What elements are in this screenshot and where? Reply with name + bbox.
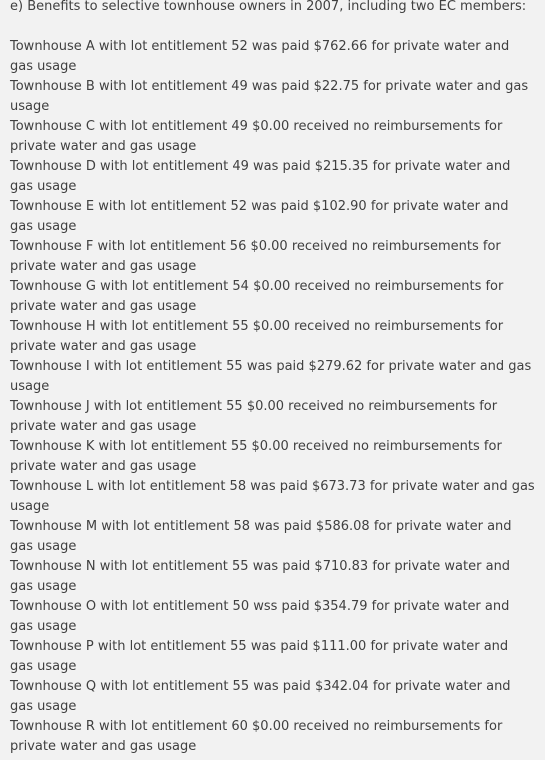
townhouse-entry-i: Townhouse I with lot entitlement 55 was paid $279.62 for private water and gas usage [10,359,532,394]
townhouse-entry-l: Townhouse L with lot entitlement 58 was paid $673.73 for private water and gas usage [10,479,535,514]
townhouse-entry-b: Townhouse B with lot entitlement 49 was paid $22.75 for private water and gas usage [10,79,529,114]
townhouse-entry-n: Townhouse N with lot entitlement 55 was paid $710.83 for private water and gas usage [10,559,511,594]
townhouse-entry-d: Townhouse D with lot entitlement 49 was paid $215.35 for private water and gas usage [10,159,511,194]
townhouse-entry-j: Townhouse J with lot entitlement 55 $0.00 received no reimbursements for private water and gas usage [10,399,498,434]
townhouse-entry-p: Townhouse P with lot entitlement 55 was paid $111.00 for private water and gas usage [10,639,509,674]
townhouse-entry-m: Townhouse M with lot entitlement 58 was paid $586.08 for private water and gas usage [10,519,512,554]
townhouse-entry-q: Townhouse Q with lot entitlement 55 was paid $342.04 for private water and gas usage [10,679,511,714]
section-heading: e) Benefits to selective townhouse owners in 2007, including two EC members: [10,0,527,14]
townhouse-entry-h: Townhouse H with lot entitlement 55 $0.00 received no reimbursements for private water and gas usage [10,319,504,354]
townhouse-list [10,37,535,757]
townhouse-entry-f: Townhouse F with lot entitlement 56 $0.00 received no reimbursements for private water and gas usage [10,239,501,274]
townhouse-entry-o: Townhouse O with lot entitlement 50 wss paid $354.79 for private water and gas usage [10,599,510,634]
townhouse-entry-g: Townhouse G with lot entitlement 54 $0.00 received no reimbursements for private water and gas usage [10,279,504,314]
townhouse-entry-k: Townhouse K with lot entitlement 55 $0.00 received no reimbursements for private water and gas usage [10,439,502,474]
townhouse-entry-a: Townhouse A with lot entitlement 52 was paid $762.66 for private water and gas usage [10,39,510,74]
townhouse-entry-r: Townhouse R with lot entitlement 60 $0.00 received no reimbursements for private water and gas usage [10,719,503,754]
townhouse-entry-c: Townhouse C with lot entitlement 49 $0.00 received no reimbursements for private water and gas usage [10,119,503,154]
townhouse-entry-e: Townhouse E with lot entitlement 52 was paid $102.90 for private water and gas usage [10,199,509,234]
